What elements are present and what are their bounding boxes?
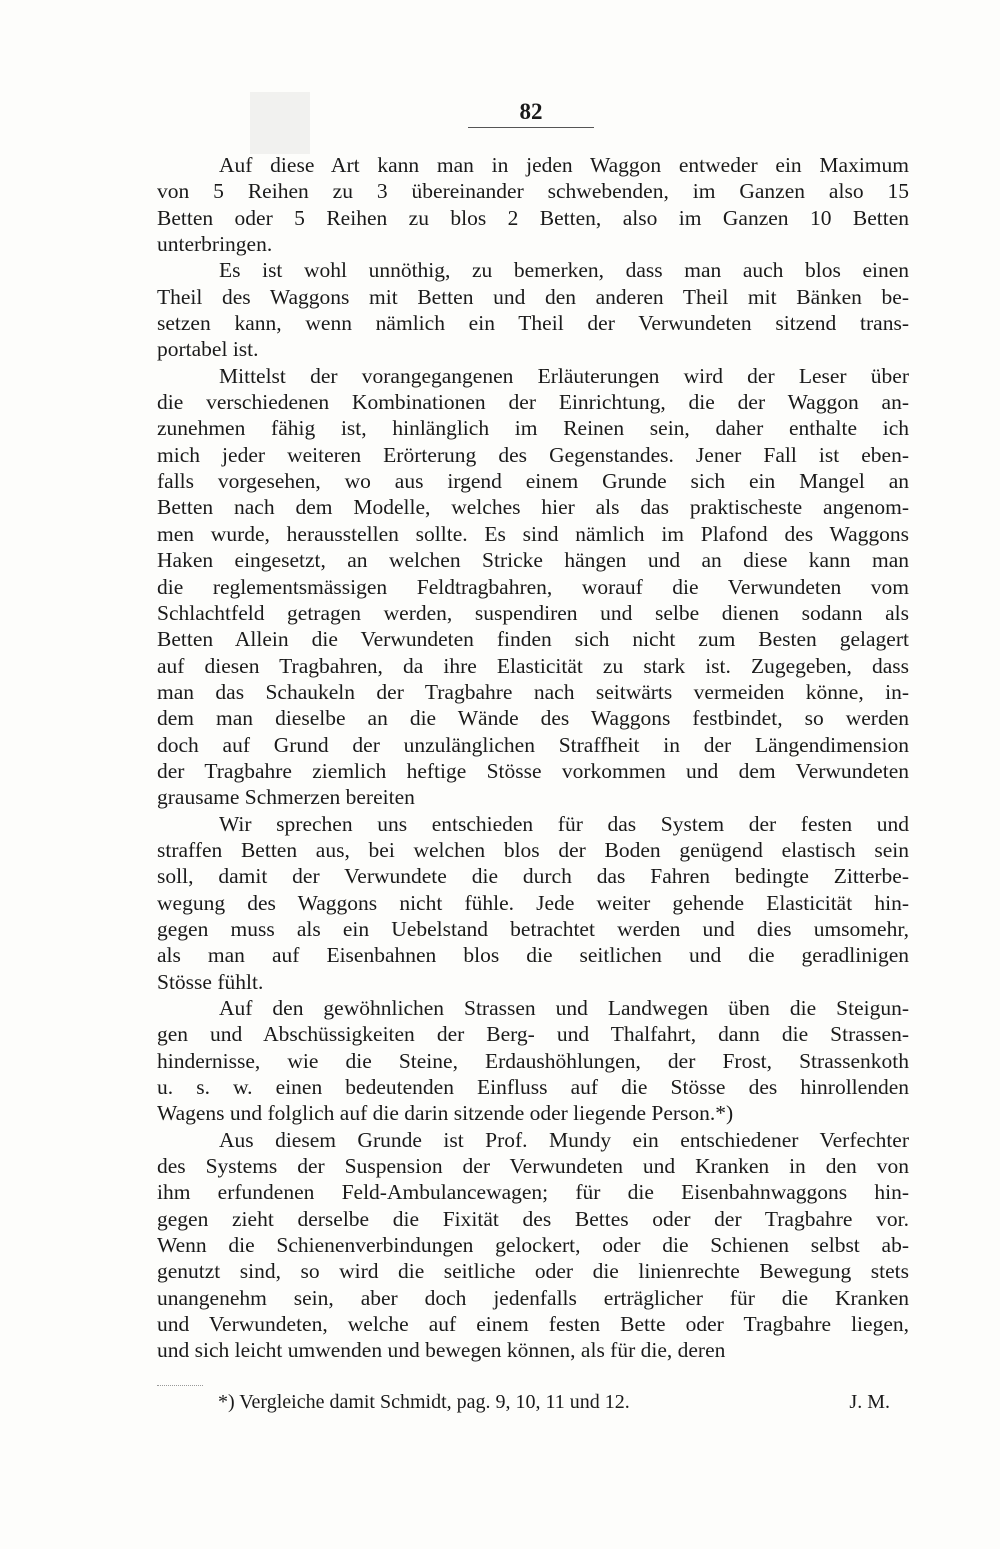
text-line: Es ist wohl unnöthig, zu bemerken, dass man auch blos einen bbox=[219, 258, 909, 283]
text-line: zunehmen fähig ist, hinlänglich im Reinen sein, daher enthalte ich bbox=[157, 416, 909, 441]
text-line: doch auf Grund der unzulänglichen Straffheit in der Längendimension bbox=[157, 732, 909, 757]
text-line: und Verwundeten, welche auf einem festen Bette oder Tragbahre liegen, bbox=[157, 1312, 909, 1337]
text-line: setzen kann, wenn nämlich ein Theil der Verwundeten sitzend trans- bbox=[157, 311, 909, 336]
text-line: unangenehm sein, aber doch jedenfalls erträglicher für die Kranken bbox=[157, 1285, 909, 1310]
page-number-rule bbox=[468, 127, 594, 128]
text-line: falls vorgesehen, wo aus irgend einem Grunde sich ein Mangel an bbox=[157, 469, 909, 494]
text-line: grausame Schmerzen bereiten bbox=[157, 785, 415, 810]
text-line: von 5 Reihen zu 3 übereinander schwebenden, im Ganzen also 15 bbox=[157, 179, 909, 204]
page-number: 82 bbox=[519, 99, 543, 124]
paragraph bbox=[157, 152, 909, 257]
text-line: straffen Betten aus, bei welchen blos der Boden genügend elastisch sein bbox=[157, 837, 909, 862]
footnote-text: *) Vergleiche damit Schmidt, pag. 9, 10, 11 und 12. bbox=[218, 1391, 630, 1413]
text-line: soll, damit der Verwundete die durch das Fahren bedingte Zitterbe- bbox=[157, 864, 909, 889]
text-line: u. s. w. einen bedeutenden Einfluss auf die Stösse des hinrollenden bbox=[157, 1075, 909, 1100]
text-line: hindernisse, wie die Steine, Erdaushöhlungen, der Frost, Strassenkoth bbox=[157, 1048, 909, 1073]
text-line: mich jeder weiteren Erörterung des Gegenstandes. Jener Fall ist eben- bbox=[157, 442, 909, 467]
text-line: des Systems der Suspension der Verwundeten und Kranken in den von bbox=[157, 1154, 909, 1179]
text-line: Auf den gewöhnlichen Strassen und Landwegen üben die Steigun- bbox=[219, 996, 909, 1020]
scan-smudge bbox=[250, 92, 310, 154]
text-line: auf diesen Tragbahren, da ihre Elasticität zu stark ist. Zugegeben, dass bbox=[157, 653, 909, 678]
text-line: der Tragbahre ziemlich heftige Stösse vorkommen und dem Verwundeten bbox=[157, 758, 909, 783]
text-line: als man auf Eisenbahnen blos die seitlichen und die geradlinigen bbox=[157, 943, 909, 968]
text-line: Wir sprechen uns entschieden für das System der festen und bbox=[219, 811, 909, 836]
text-line: und sich leicht umwenden und bewegen können, als für die, deren bbox=[157, 1338, 726, 1363]
footnote-rule bbox=[157, 1385, 203, 1386]
text-line: Wenn die Schienenverbindungen gelockert, oder die Schienen selbst ab- bbox=[157, 1233, 909, 1258]
text-line: Aus diesem Grunde ist Prof. Mundy ein entschiedener Verfechter bbox=[219, 1127, 909, 1152]
text-line: gen und Abschüssigkeiten der Berg- und Thalfahrt, dann die Strassen- bbox=[157, 1022, 909, 1047]
text-line: Auf diese Art kann man in jeden Waggon entweder ein Maximum bbox=[219, 153, 909, 177]
text-line: Mittelst der vorangegangenen Erläuterungen wird der Leser über bbox=[219, 363, 909, 388]
text-line: man das Schaukeln der Tragbahre nach seitwärts vermeiden könne, in- bbox=[157, 679, 909, 704]
text-line: unterbringen. bbox=[157, 232, 273, 257]
text-line: Schlachtfeld getragen werden, suspendiren und selbe dienen sodann als bbox=[157, 600, 909, 625]
paragraph bbox=[157, 257, 909, 362]
text-line: Wagens und folglich auf die darin sitzende oder liegende Person.*) bbox=[157, 1101, 734, 1126]
text-line: gegen zieht derselbe die Fixität des Bettes oder der Tragbahre vor. bbox=[157, 1206, 909, 1231]
text-line: die verschiedenen Kombinationen der Einrichtung, die der Waggon an- bbox=[157, 390, 909, 415]
text-line: Betten Allein die Verwundeten finden sich nicht zum Besten gelagert bbox=[157, 627, 909, 652]
text-line: Betten oder 5 Reihen zu blos 2 Betten, also im Ganzen 10 Betten bbox=[157, 205, 909, 230]
paragraph bbox=[157, 995, 909, 1127]
text-line: genutzt sind, so wird die seitliche oder die linienrechte Bewegung stets bbox=[157, 1259, 909, 1284]
text-line: wegung des Waggons nicht fühle. Jede weiter gehende Elasticität hin- bbox=[157, 890, 909, 915]
text-line: Haken eingesetzt, an welchen Stricke hängen und an diese kann man bbox=[157, 548, 909, 573]
text-line: gegen muss als ein Uebelstand betrachtet werden und dies umsomehr, bbox=[157, 916, 909, 941]
text-line: die reglementsmässigen Feldtragbahren, worauf die Verwundeten vom bbox=[157, 574, 909, 599]
text-line: men wurde, herausstellen sollte. Es sind nämlich im Plafond des Waggons bbox=[157, 521, 909, 546]
paragraph bbox=[157, 811, 909, 995]
text-line: Betten nach dem Modelle, welches hier als das praktischeste angenom- bbox=[157, 495, 909, 520]
text-line: Theil des Waggons mit Betten und den anderen Theil mit Bänken be- bbox=[157, 284, 909, 309]
text-line: portabel ist. bbox=[157, 337, 259, 362]
footnote-initials: J. M. bbox=[849, 1391, 890, 1413]
footnote bbox=[218, 1389, 890, 1415]
body-text bbox=[157, 152, 909, 1364]
text-line: dem man dieselbe an die Wände des Waggons festbindet, so werden bbox=[157, 706, 909, 731]
paragraph bbox=[157, 363, 909, 811]
text-line: Stösse fühlt. bbox=[157, 969, 264, 994]
paragraph bbox=[157, 1127, 909, 1364]
text-line: ihm erfundenen Feld-Ambulancewagen; für die Eisenbahnwaggons hin- bbox=[157, 1180, 909, 1205]
